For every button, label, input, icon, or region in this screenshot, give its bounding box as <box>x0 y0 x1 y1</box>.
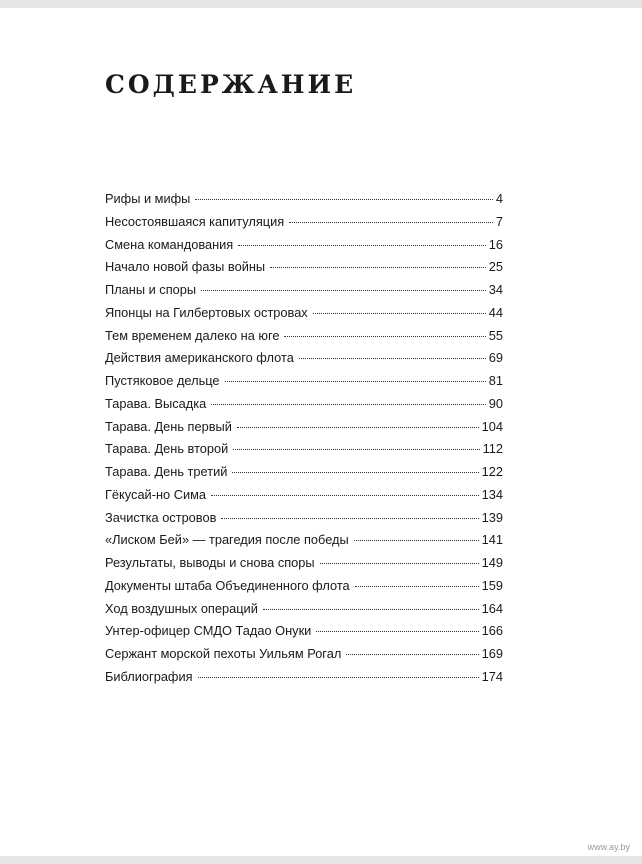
toc-entry <box>105 510 503 533</box>
dot-leader <box>238 245 486 246</box>
dot-leader <box>195 199 493 200</box>
watermark: www.ay.by <box>587 842 630 852</box>
toc-entry-page-number: 139 <box>481 509 503 525</box>
toc-entry-title: Рифы и мифы <box>105 191 191 206</box>
toc-entry <box>105 350 503 373</box>
dot-leader <box>354 540 479 541</box>
toc-entry-page-number: 122 <box>481 464 503 479</box>
toc-entry-page-number: 25 <box>488 259 503 275</box>
toc-entry <box>105 259 503 282</box>
toc-entry-title: Несостоявшаяся капитуляция <box>105 213 285 229</box>
toc-entry <box>105 305 503 328</box>
toc-entry <box>105 214 503 237</box>
dot-leader <box>233 449 479 450</box>
toc-entry-page-number: 141 <box>481 532 503 548</box>
dot-leader <box>299 358 486 359</box>
toc-entry-page-number: 169 <box>481 646 503 661</box>
document-page <box>0 8 642 856</box>
toc-entry <box>105 464 503 487</box>
toc-entry-page-number: 55 <box>488 327 503 343</box>
toc-entry-title: Документы штаба Объединенного флота <box>105 577 350 593</box>
toc-entry-title: «Лиском Бей» — трагедия после победы <box>105 532 349 548</box>
toc-entry-page-number: 159 <box>481 577 503 593</box>
toc-entry-page-number: 174 <box>481 668 503 684</box>
toc-entry <box>105 646 503 669</box>
dot-leader <box>313 313 486 314</box>
toc-entry-title: Действия американского флота <box>105 350 294 366</box>
toc-entry <box>105 623 503 646</box>
toc-entry <box>105 441 503 464</box>
toc-entry-page-number: 149 <box>481 555 503 570</box>
toc-entry <box>105 191 503 214</box>
toc-entry-title: Тарава. День третий <box>105 464 228 479</box>
toc-entry-title: Тарава. День первый <box>105 418 232 434</box>
page-title: СОДЕРЖАНИЕ <box>105 70 357 99</box>
toc-entry <box>105 328 503 351</box>
toc-entry-page-number: 166 <box>481 623 503 639</box>
dot-leader <box>232 472 478 473</box>
toc-entry-page-number: 4 <box>495 191 503 206</box>
table-of-contents <box>105 191 503 692</box>
toc-entry-page-number: 134 <box>481 486 503 502</box>
dot-leader <box>320 563 479 564</box>
toc-entry-page-number: 44 <box>488 304 503 320</box>
dot-leader <box>284 336 485 337</box>
toc-entry-page-number: 16 <box>488 236 503 252</box>
dot-leader <box>237 427 479 428</box>
toc-entry-title: Сержант морской пехоты Уильям Рогал <box>105 646 342 661</box>
dot-leader <box>355 586 479 587</box>
toc-entry-title: Гёкусай-но Сима <box>105 486 207 502</box>
toc-entry-title: Библиография <box>105 668 193 684</box>
toc-entry <box>105 282 503 305</box>
toc-entry <box>105 532 503 555</box>
toc-entry-title: Зачистка островов <box>105 509 217 525</box>
toc-entry-page-number: 112 <box>482 441 503 457</box>
toc-entry <box>105 373 503 396</box>
toc-entry <box>105 601 503 624</box>
dot-leader <box>225 381 486 382</box>
toc-entry-page-number: 69 <box>488 350 503 366</box>
toc-entry-page-number: 81 <box>488 373 503 388</box>
toc-entry-title: Ход воздушных операций <box>105 600 258 616</box>
toc-entry <box>105 578 503 601</box>
toc-entry-page-number: 7 <box>495 213 503 229</box>
toc-entry <box>105 419 503 442</box>
dot-leader <box>316 631 478 632</box>
toc-entry-title: Пустяковое дельце <box>105 373 220 388</box>
dot-leader <box>211 404 486 405</box>
dot-leader <box>221 518 478 519</box>
toc-entry <box>105 669 503 692</box>
toc-entry-title: Тем временем далеко на юге <box>105 327 280 343</box>
toc-entry-title: Японцы на Гилбертовых островах <box>105 304 308 320</box>
dot-leader <box>270 267 486 268</box>
toc-entry <box>105 487 503 510</box>
toc-entry <box>105 396 503 419</box>
dot-leader <box>263 609 479 610</box>
toc-entry-title: Тарава. Высадка <box>105 395 207 411</box>
toc-entry-title: Тарава. День второй <box>105 441 229 457</box>
toc-entry-page-number: 34 <box>488 282 503 297</box>
toc-entry-page-number: 104 <box>481 418 503 434</box>
dot-leader <box>289 222 493 223</box>
toc-entry-page-number: 164 <box>481 600 503 616</box>
toc-entry <box>105 555 503 578</box>
dot-leader <box>211 495 479 496</box>
toc-entry-page-number: 90 <box>488 395 503 411</box>
toc-entry-title: Смена командования <box>105 236 234 252</box>
dot-leader <box>201 290 486 291</box>
toc-entry-title: Результаты, выводы и снова споры <box>105 555 315 570</box>
toc-entry-title: Начало новой фазы войны <box>105 259 266 275</box>
toc-entry <box>105 237 503 260</box>
dot-leader <box>346 654 478 655</box>
toc-entry-title: Унтер-офицер СМДО Тадао Онуки <box>105 623 312 639</box>
dot-leader <box>198 677 479 678</box>
toc-entry-title: Планы и споры <box>105 282 197 297</box>
